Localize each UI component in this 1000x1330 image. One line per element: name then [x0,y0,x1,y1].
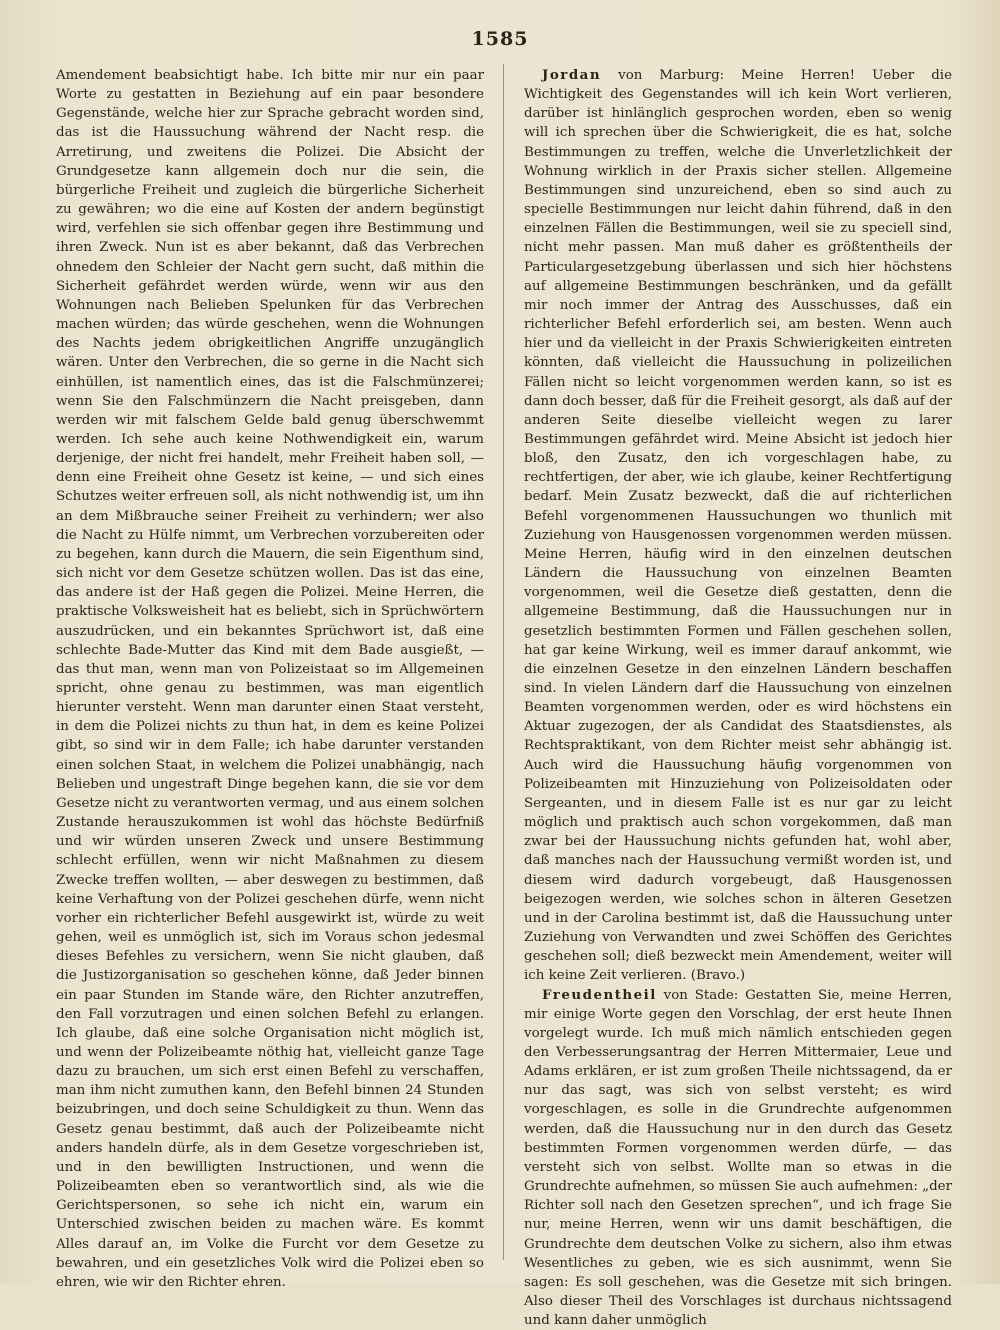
page-number: 1585 [0,28,1000,50]
right-column [524,66,952,1266]
column-divider [503,64,504,1260]
speech-text: von Stade: Gestatten Sie, meine Herren, mir einige Worte gegen den Vorschlag, der erst heute Ihnen vorgelegt wurde. Ich muß mich nämlich entschieden gegen den Verbesserungsantrag der Herren Mittermaier, Leue und Adams erklären, er ist zum großen Theile nichtssagend, da er nur das sagt, was sich von selbst versteht; es wird vorgeschlagen, es solle in die Grundrechte aufgenommen werden, daß die Haussuchung nur in den durch das Gesetz bestimmten Formen vorgenommen werden dürfe, — das versteht sich von selbst. Wollte man so etwas in die Grundrechte aufnehmen, so müssen Sie auch aufnehmen: „der Richter soll nach den Gesetzen sprechen“, und ich frage Sie nur, meine Herren, wenn wir uns damit beschäftigen, die Grundrechte dem deutschen Volke zu sichern, also ihm etwas Wesentliches zu geben, wie es sich ausnimmt, wenn Sie sagen: Es soll geschehen, was die Gesetze mit sich bringen. Also dieser Theil des Vorschlages ist durchaus nichtssagend und kann daher unmöglich [524,988,952,1329]
left-column-text: Amendement beabsichtigt habe. Ich bitte mir nur ein paar Worte zu gestatten in Beziehung auf ein paar besondere Gegenstände, welche hier zur Sprache gebracht worden sind, das ist die Haussuchung während der Nacht resp. die Arretirung, und zweitens die Polizei. Die Absicht der Grundgesetze kann allgemein doch nur die sein, die bürgerliche Freiheit und zugleich die bürgerliche Sicherheit zu gewähren; wo die eine auf Kosten der andern begünstigt wird, verfehlen sie sich offenbar gegen ihre Bestimmung und ihren Zweck. Nun ist es aber bekannt, daß das Verbrechen ohnedem den Schleier der Nacht gern sucht, daß mithin die Sicherheit gefährdet werden würde, wenn wir aus den Wohnungen nach Belieben Spelunken für das Verbrechen machen würden; das würde geschehen, wenn die Wohnungen des Nachts jedem obrigkeitlichen Angriffe unzugänglich wären. Unter den Verbrechen, die so gerne in die Nacht sich einhüllen, ist namentlich eines, das ist die Falschmünzerei; wenn Sie den Falschmünzern die Nacht preisgeben, dann werden wir mit falschem Gelde bald genug überschwemmt werden. Ich sehe auch keine Nothwendigkeit ein, warum derjenige, der nicht frei handelt, mehr Freiheit haben soll, — denn eine Freiheit ohne Gesetz ist keine, — und sich eines Schutzes weiter erfreuen soll, als nicht nothwendig ist, um ihn an dem Mißbrauche seiner Freiheit zu verhindern; wer also die Nacht zu Hülfe nimmt, um Verbrechen vorzubereiten oder zu begehen, kann durch die Mauern, die sein Eigenthum sind, sich nicht vor dem Gesetze schützen wollen. Das ist das eine, das andere ist der Haß gegen die Polizei. Meine Herren, die praktische Volksweisheit hat es beliebt, sich in Sprüchwörtern auszudrücken, und ein bekanntes Sprüchwort ist, daß eine schlechte Bade-Mutter das Kind mit dem Bade ausgießt, — das thut man, wenn man von Polizeistaat so im Allgemeinen spricht, ohne genau zu bestimmen, was man eigentlich hierunter versteht. Wenn man darunter einen Staat versteht, in dem die Polizei nichts zu thun hat, in dem es keine Polizei gibt, so sind wir in dem Falle; ich habe darunter verstanden einen solchen Staat, in welchem die Polizei unabhängig, nach Belieben und ungestraft Dinge begehen kann, die sie vor dem Gesetze nicht zu verantworten vermag, und aus einem solchen Zustande herauszukommen ist wohl das höchste Bedürfniß und wir würden unseren Zweck und unsere Bestimmung schlecht erfüllen, wenn wir nicht Maßnahmen zu diesem Zwecke treffen wollten, — aber deswegen zu bestimmen, daß keine Verhaftung von der Polizei geschehen dürfe, wenn nicht vorher ein richterlicher Befehl ausgewirkt ist, würde zu weit gehen, weil es unmöglich ist, sich im Voraus schon jedesmal dieses Befehles zu versichern, wenn Sie nicht glauben, daß die Justizorganisation so geschehen könne, daß Jeder binnen ein paar Stunden im Stande wäre, den Richter anzutreffen, den Fall vorzutragen und einen solchen Befehl zu erlangen. Ich glaube, daß eine solche Organisation nicht möglich ist, und wenn der Polizeibeamte nöthig hat, vielleicht ganze Tage dazu zu brauchen, um sich erst einen Befehl zu verschaffen, man ihm nicht zumuthen kann, den Befehl binnen 24 Stunden beizubringen, und doch seine Schuldigkeit zu thun. Wenn das Gesetz genau bestimmt, daß auch der Polizeibeamte nicht anders handeln dürfe, als in dem Gesetze vorgeschrieben ist, und in den bewilligten Instructionen, und wenn die Polizeibeamten eben so verantwortlich sind, als wie die Gerichtspersonen, so sehe ich nicht ein, warum ein Unterschied zwischen beiden zu machen wäre. Es kommt Alles darauf an, im Volke die Furcht vor dem Gesetze zu bewahren, und ein gesetzliches Volk wird die Polizei eben so ehren, wie wir den Richter ehren. [56,66,484,1292]
speech-text: von Marburg: Meine Herren! Ueber die Wichtigkeit des Gegenstandes will ich kein Wort verlieren, darüber ist hinlänglich gesprochen worden, eben so wenig will ich sprechen über die Schwierigkeit, die es hat, solche Bestimmungen zu treffen, welche die Unverletzlichkeit der Wohnung wirklich in der Praxis sicher stellen. Allgemeine Bestimmungen sind unzureichend, eben so sind auch zu specielle Bestimmungen nur leicht dahin führend, daß in den einzelnen Fällen die Bestimmungen, weil sie zu speciell sind, nicht mehr passen. Man muß daher es größtentheils der Particulargesetzgebung überlassen und sich hier höchstens auf allgemeine Bestimmungen beschränken, und da gefällt mir noch immer der Antrag des Ausschusses, daß ein richterlicher Befehl erforderlich sei, am besten. Wenn auch hier und da vielleicht in der Praxis Schwierigkeiten eintreten könnten, daß vielleicht die Haussuchung in polizeilichen Fällen nicht so leicht vorgenommen werden kann, so ist es dann doch besser, daß für die Freiheit gesorgt, als daß auf der anderen Seite dieselbe vielleicht wegen zu larer Bestimmungen gefährdet wird. Meine Absicht ist jedoch hier bloß, den Zusatz, den ich vorgeschlagen habe, zu rechtfertigen, der aber, wie ich glaube, keiner Rechtfertigung bedarf. Mein Zusatz bezweckt, daß die auf richterlichen Befehl vorgenommenen Haussuchungen wo thunlich mit Zuziehung von Hausgenossen vorgenommen werden müssen. Meine Herren, häufig wird in den einzelnen deutschen Ländern die Haussuchung von einzelnen Beamten vorgenommen, weil die Gesetze dieß gestatten, denn die allgemeine Bestimmung, daß die Haussuchungen nur in gesetzlich bestimmten Formen und Fällen geschehen sollen, hat gar keine Wirkung, weil es immer darauf ankommt, wie die einzelnen Gesetze in den einzelnen Ländern beschaffen sind. In vielen Ländern darf die Haussuchung von einzelnen Beamten vorgenommen werden, oder es wird höchstens ein Aktuar zugezogen, der als Candidat des Staatsdienstes, als Rechtspraktikant, von dem Richter meist sehr abhängig ist. Auch wird die Haussuchung häufig vorgenommen von Polizeibeamten mit Hinzuziehung von Polizeisoldaten oder Sergeanten, und in diesem Falle ist es nur gar zu leicht möglich und praktisch auch schon vorgekommen, daß man zwar bei der Haussuchung nichts gefunden hat, wohl aber, daß manches nach der Haussuchung vermißt worden ist, und diesem wird dadurch vorgebeugt, daß Hausgenossen beigezogen werden, wie solches schon in älteren Gesetzen und in der Carolina bestimmt ist, daß die Haussuchung unter Zuziehung von Verwandten und zwei Schöffen des Gerichtes geschehen soll; dieß bezweckt mein Amendement, weiter will ich keine Zeit verlieren. (Bravo.) [524,68,952,983]
speaker-name: Jordan [542,67,601,83]
speech-freudentheil [524,986,952,1330]
speech-jordan [524,66,952,986]
left-column [56,66,484,1266]
speaker-name: Freudentheil [542,987,657,1003]
